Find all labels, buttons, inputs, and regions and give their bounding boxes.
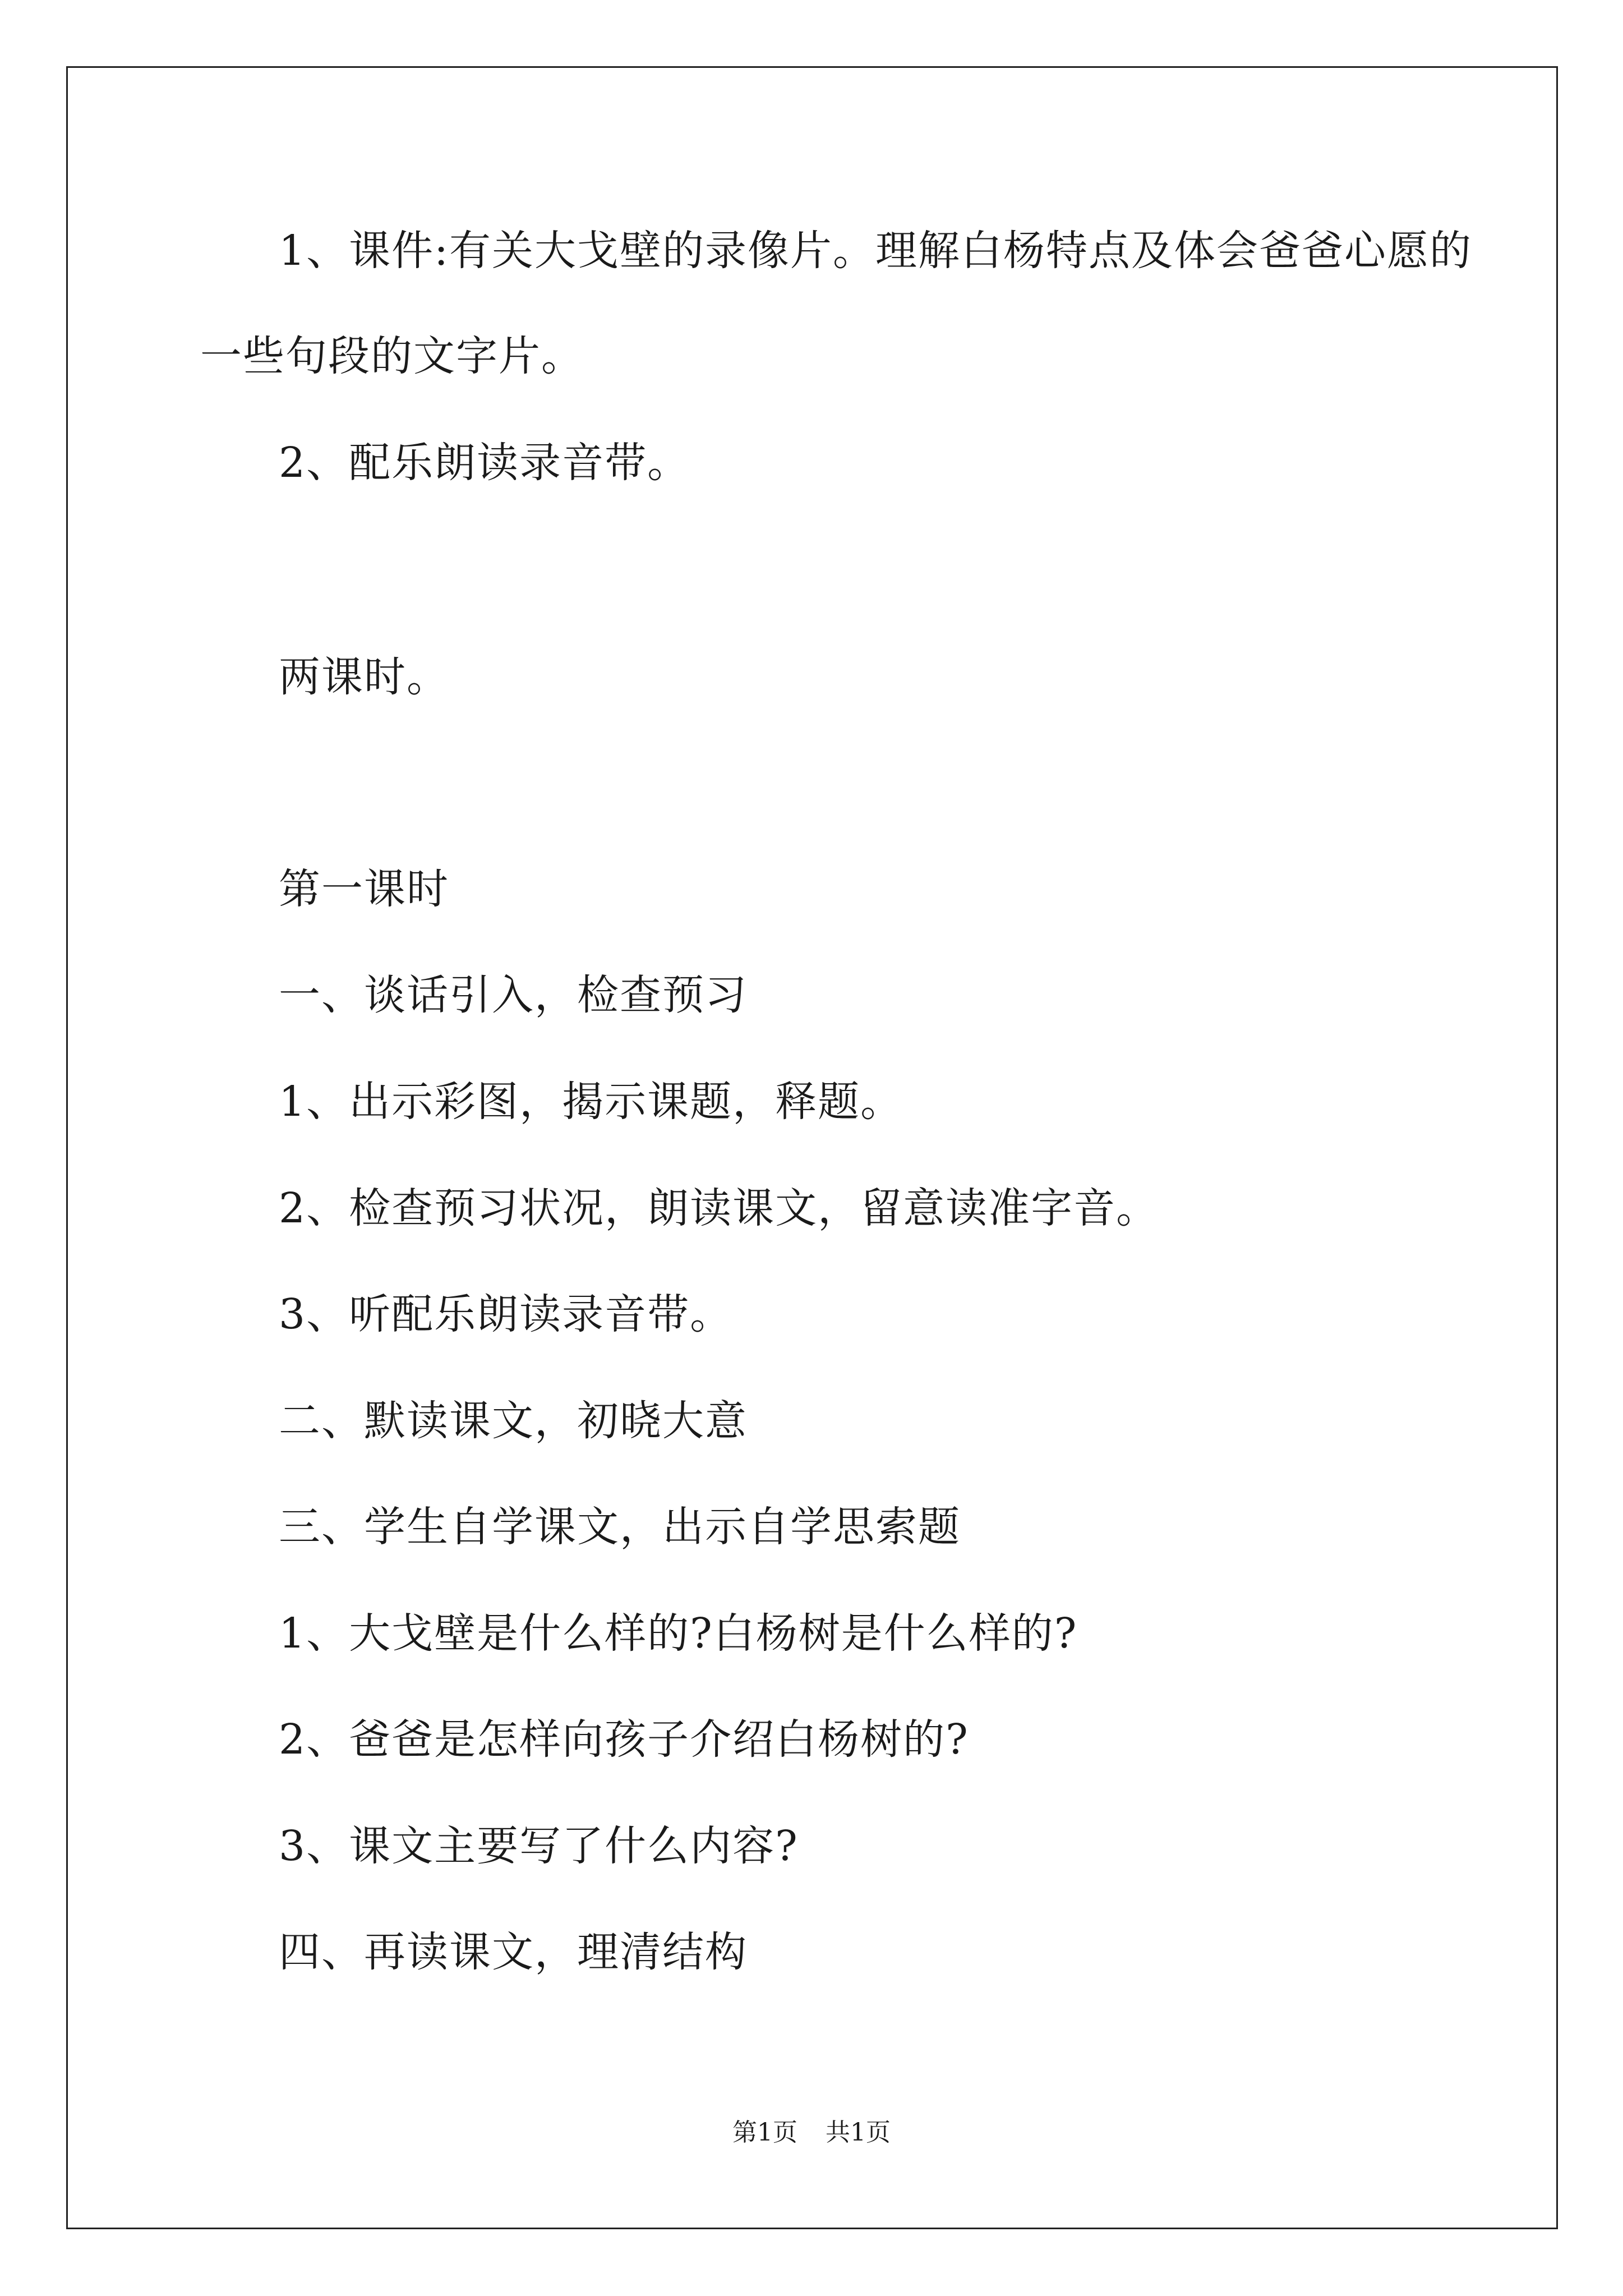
section-heading-1: 一、谈话引入，检查预习 <box>279 971 748 1019</box>
page-number-total: 共1页 <box>826 2118 891 2147</box>
paragraph-duration: 两课时。 <box>279 653 449 701</box>
page-border <box>66 66 1558 2229</box>
section-heading-2: 二、默读课文，初晓大意 <box>279 1397 748 1445</box>
list-item-3-3: 3、课文主要写了什么内容? <box>279 1822 799 1870</box>
page-footer <box>0 2120 1623 2145</box>
paragraph-1-line-1: 1、课件:有关大戈壁的录像片。理解白杨特点及体会爸爸心愿的 <box>279 227 1473 275</box>
section-heading-3: 三、学生自学课文，出示自学思索题 <box>279 1503 961 1551</box>
list-item-1-2: 2、检查预习状况，朗读课文，留意读准字音。 <box>279 1184 1159 1232</box>
list-item-3-1: 1、大戈壁是什么样的?白杨树是什么样的? <box>279 1609 1078 1658</box>
paragraph-1-line-2: 一些句段的文字片。 <box>200 332 584 380</box>
list-item-1-3: 3、听配乐朗读录音带。 <box>279 1290 733 1338</box>
page-number-current: 第1页 <box>732 2118 797 2147</box>
paragraph-materials-2: 2、配乐朗读录音带。 <box>279 439 690 487</box>
list-item-1-1: 1、出示彩图，揭示课题，释题。 <box>279 1078 903 1126</box>
section-heading-first-lesson: 第一课时 <box>279 865 449 913</box>
list-item-3-2: 2、爸爸是怎样向孩子介绍白杨树的? <box>279 1715 969 1764</box>
section-heading-4: 四、再读课文，理清结构 <box>279 1928 748 1976</box>
